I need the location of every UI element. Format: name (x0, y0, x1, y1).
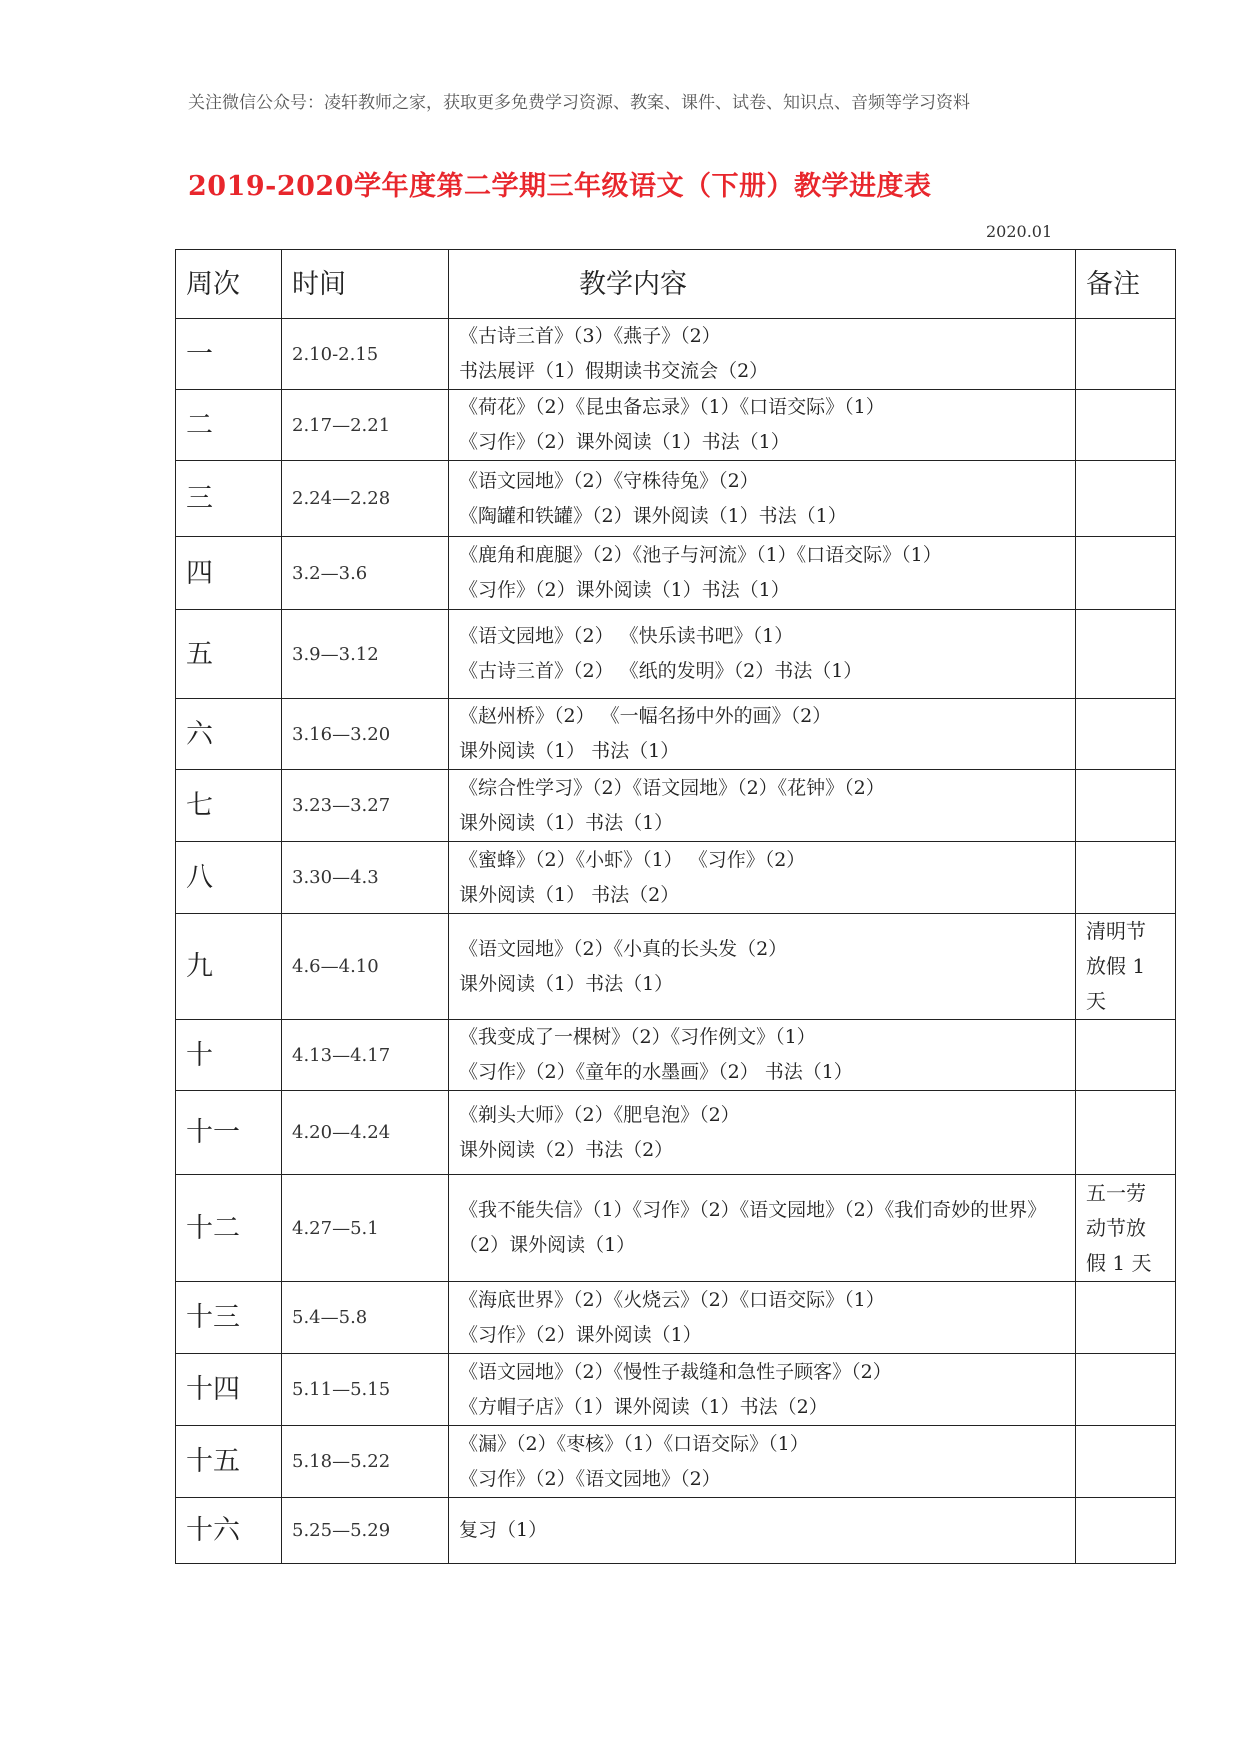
table-row (176, 1354, 1176, 1426)
content-line: 书法展评（1）假期读书交流会（2） (459, 360, 769, 382)
time-cell: 2.17—2.21 (282, 390, 449, 461)
time-cell: 4.6—4.10 (282, 914, 449, 1020)
note-cell (1076, 1020, 1176, 1091)
header-time: 时间 (282, 250, 449, 319)
content-line: 《习作》（2）《童年的水墨画》（2） 书法（1） (459, 1061, 853, 1083)
time-cell: 3.23—3.27 (282, 770, 449, 842)
content-line: 《古诗三首》（2） 《纸的发明》（2）书法（1） (459, 660, 863, 682)
note-cell (1076, 1282, 1176, 1354)
note-cell (1076, 1354, 1176, 1426)
content-cell (449, 461, 1076, 537)
note-cell (1076, 461, 1176, 537)
content-cell (449, 1091, 1076, 1175)
content-line: 《蜜蜂》（2）《小虾》（1） 《习作》（2） (459, 848, 806, 871)
week-cell: 十四 (176, 1354, 282, 1426)
time-cell: 4.13—4.17 (282, 1020, 449, 1091)
content-cell (449, 1498, 1076, 1564)
week-cell: 十 (176, 1020, 282, 1091)
note-cell (1076, 610, 1176, 699)
week-cell: 六 (176, 699, 282, 770)
content-line: 《语文园地》（2）《慢性子裁缝和急性子顾客》（2） (459, 1360, 892, 1383)
time-cell: 5.25—5.29 (282, 1498, 449, 1564)
week-cell: 三 (176, 461, 282, 537)
content-line: 课外阅读（1）书法（1） (459, 811, 674, 834)
content-cell (449, 1354, 1076, 1426)
table-row (176, 914, 1176, 1020)
table-row (176, 1282, 1176, 1354)
content-line: 《我变成了一棵树》（2）《习作例文》（1） (459, 1026, 816, 1048)
document-date: 2020.01 (986, 222, 1053, 241)
week-cell: 一 (176, 319, 282, 390)
header-content: 教学内容 (449, 250, 1076, 319)
content-cell (449, 1020, 1076, 1091)
week-cell: 四 (176, 537, 282, 610)
week-cell: 八 (176, 842, 282, 914)
content-cell (449, 537, 1076, 610)
content-cell (449, 390, 1076, 461)
header-note: 关注微信公众号：凌轩教师之家，获取更多免费学习资源、教案、课件、试卷、知识点、音频等学习资料 (188, 93, 970, 113)
content-cell (449, 610, 1076, 699)
content-line: 《剃头大师》（2）《肥皂泡》（2） (459, 1103, 740, 1126)
content-line: 《方帽子店》（1）课外阅读（1）书法（2） (459, 1395, 828, 1418)
content-cell (449, 1175, 1076, 1282)
table-row (176, 390, 1176, 461)
content-line: 《语文园地》（2）《守株待兔》（2） (459, 469, 759, 492)
table-row (176, 1175, 1176, 1282)
week-cell: 十三 (176, 1282, 282, 1354)
content-line: 《习作》（2）课外阅读（1） (459, 1323, 702, 1346)
table-row (176, 1020, 1176, 1091)
content-cell (449, 1426, 1076, 1498)
week-cell: 九 (176, 914, 282, 1020)
content-cell (449, 699, 1076, 770)
content-cell (449, 914, 1076, 1020)
content-cell (449, 842, 1076, 914)
note-cell (1076, 319, 1176, 390)
week-cell: 十一 (176, 1091, 282, 1175)
week-cell: 五 (176, 610, 282, 699)
table-row (176, 461, 1176, 537)
table-row (176, 610, 1176, 699)
week-cell: 二 (176, 390, 282, 461)
content-line: 课外阅读（1） 书法（1） (459, 740, 680, 762)
document-title: 2019-2020学年度第二学期三年级语文（下册）教学进度表 (188, 171, 932, 202)
table-row (176, 842, 1176, 914)
content-line: 《海底世界》（2）《火烧云》（2）《口语交际》（1） (459, 1288, 885, 1311)
note-cell: 清明节放假 1 天 (1076, 914, 1176, 1020)
table-row (176, 1091, 1176, 1175)
content-cell (449, 770, 1076, 842)
content-line: 课外阅读（1）书法（1） (459, 972, 674, 995)
content-line: 《习作》（2）《语文园地》（2） (459, 1467, 721, 1490)
note-cell (1076, 1091, 1176, 1175)
time-cell: 4.27—5.1 (282, 1175, 449, 1282)
content-line: 《荷花》（2）《昆虫备忘录》（1）《口语交际》（1） (459, 396, 885, 418)
time-cell: 3.30—4.3 (282, 842, 449, 914)
content-line: 《语文园地》（2） 《快乐读书吧》（1） (459, 625, 794, 647)
note-cell (1076, 770, 1176, 842)
content-line: 《鹿角和鹿腿》（2）《池子与河流》（1）《口语交际》（1） (459, 544, 942, 566)
note-cell (1076, 842, 1176, 914)
time-cell: 2.24—2.28 (282, 461, 449, 537)
time-cell: 2.10-2.15 (282, 319, 449, 390)
note-cell (1076, 1426, 1176, 1498)
content-line: 《综合性学习》（2）《语文园地》（2）《花钟》（2） (459, 776, 885, 799)
note-cell (1076, 390, 1176, 461)
content-paragraph: 《我不能失信》（1）《习作》（2）《语文园地》（2）《我们奇妙的世界》（2）课外阅读（1） (459, 1199, 1047, 1256)
table-row (176, 1498, 1176, 1564)
content-cell (449, 1282, 1076, 1354)
content-line: 《漏》（2）《枣核》（1）《口语交际》（1） (459, 1432, 809, 1455)
content-line: 《语文园地》（2）《小真的长头发（2） (459, 937, 788, 960)
week-cell: 七 (176, 770, 282, 842)
content-cell (449, 319, 1076, 390)
table-row (176, 537, 1176, 610)
table-row (176, 319, 1176, 390)
note-cell (1076, 537, 1176, 610)
content-line: 复习（1） (459, 1519, 548, 1541)
content-line: 课外阅读（1） 书法（2） (459, 883, 680, 906)
week-cell: 十六 (176, 1498, 282, 1564)
content-line: 《习作》（2）课外阅读（1）书法（1） (459, 431, 790, 453)
schedule-table (175, 249, 1176, 1564)
time-cell: 5.11—5.15 (282, 1354, 449, 1426)
content-line: 《古诗三首》（3）《燕子》（2） (459, 325, 721, 347)
content-line: 《陶罐和铁罐》（2）课外阅读（1）书法（1） (459, 504, 847, 527)
week-cell: 十二 (176, 1175, 282, 1282)
content-line: 《习作》（2）课外阅读（1）书法（1） (459, 579, 790, 601)
content-line: 《赵州桥》（2） 《一幅名扬中外的画》（2） (459, 705, 832, 727)
table-row (176, 770, 1176, 842)
time-cell: 3.2—3.6 (282, 537, 449, 610)
note-cell: 五一劳动节放假 1 天 (1076, 1175, 1176, 1282)
time-cell: 3.9—3.12 (282, 610, 449, 699)
time-cell: 5.18—5.22 (282, 1426, 449, 1498)
note-cell (1076, 699, 1176, 770)
note-cell (1076, 1498, 1176, 1564)
time-cell: 3.16—3.20 (282, 699, 449, 770)
table-row (176, 1426, 1176, 1498)
table-row (176, 699, 1176, 770)
time-cell: 5.4—5.8 (282, 1282, 449, 1354)
header-week: 周次 (176, 250, 282, 319)
content-line: 课外阅读（2）书法（2） (459, 1138, 674, 1161)
week-cell: 十五 (176, 1426, 282, 1498)
header-note: 备注 (1076, 250, 1176, 319)
time-cell: 4.20—4.24 (282, 1091, 449, 1175)
table-header-row (176, 250, 1176, 319)
